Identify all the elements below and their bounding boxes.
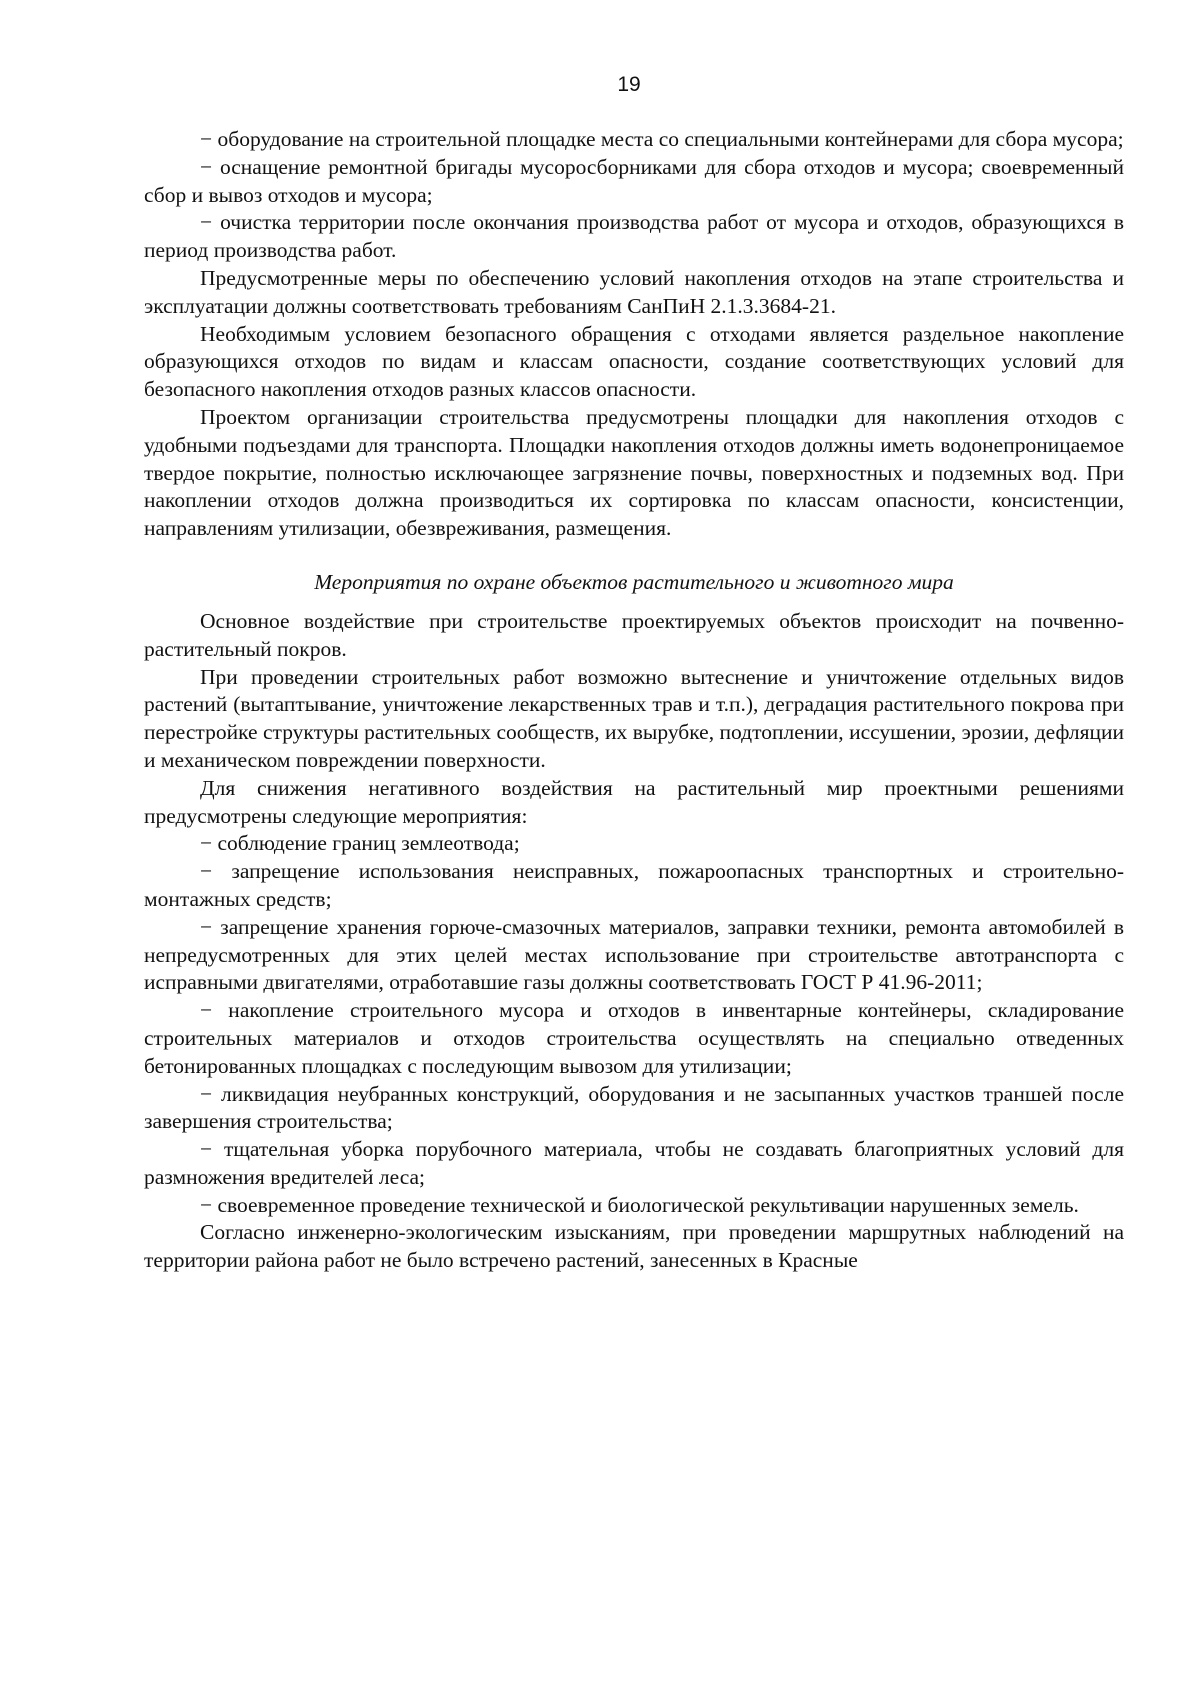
- list-item-fuel-storage: − запрещение хранения горюче-смазочных материалов, заправки техники, ремонта автомобилей в непредусмотренных для этих целей местах использование при строительстве автотранспорта с исправными двигателями, отработавшие газы должны соответствовать ГОСТ Р 41.96-2011;: [144, 914, 1124, 995]
- paragraph-construction-effects: При проведении строительных работ возможно вытеснение и уничтожение отдельных видов растений (вытаптывание, уничтожение лекарственных трав и т.п.), деградация растительного покрова при перестройке структуры растительных сообществ, их вырубке, подтоплении, иссушении, эрозии, дефляции и механическом повреждении поверхности.: [144, 664, 1124, 772]
- list-item-recultivation: − своевременное проведение технической и биологической рекультивации нарушенных земель.: [200, 1192, 1079, 1217]
- list-item-repair-team: − оснащение ремонтной бригады мусоросборниками для сбора отходов и мусора; своевременный сбор и вывоз отходов и мусора;: [144, 154, 1124, 207]
- list-item-felling-cleanup: − тщательная уборка порубочного материала, чтобы не создавать благоприятных условий для размножения вредителей леса;: [144, 1137, 1124, 1189]
- paragraph-sanpin: Предусмотренные меры по обеспечению условий накопления отходов на этапе строительства и эксплуатации должны соответствовать требованиям СанПиН 2.1.3.3684-21.: [144, 265, 1124, 318]
- section-heading: Мероприятия по охране объектов растительного и животного мира: [314, 569, 954, 594]
- paragraph-accumulation-sites: Проектом организации строительства предусмотрены площадки для накопления отходов с удобными подъездами для транспорта. Площадки накопления отходов должны иметь водонепроницаемое твердое покрытие, полностью исключающее загрязнение почвы, поверхностных и подземных вод. При накоплении отходов должна производиться их сортировка по классам опасности, консистенции, направлениям утилизации, обезвреживания, размещения.: [144, 404, 1124, 541]
- paragraph-measures-intro: Для снижения негативного воздействия на растительный мир проектными решениями предусмотрены следующие мероприятия:: [144, 775, 1124, 828]
- paragraph-main-impact: Основное воздействие при строительстве проектируемых объектов происходит на почвенно-растительный покров.: [144, 608, 1124, 661]
- list-item-boundaries: − соблюдение границ землеотвода;: [200, 831, 520, 856]
- paragraph-separate-accumulation: Необходимым условием безопасного обращения с отходами является раздельное накопление образующихся отходов по видам и классам опасности, создание соответствующих условий для безопасного накопления отходов разных классов опасности.: [144, 321, 1124, 402]
- list-item-waste-containers: − оборудование на строительной площадке места со специальными контейнерами для сбора мусора;: [200, 127, 1124, 151]
- paragraph-surveys: Согласно инженерно-экологическим изысканиям, при проведении маршрутных наблюдений на территории района работ не было встречено растений, занесенных в Красные: [144, 1220, 1124, 1273]
- list-item-debris-containers: − накопление строительного мусора и отходов в инвентарные контейнеры, складирование строительных материалов и отходов строительства осуществлять на специально отведенных бетонированных площадках с последующим вывозом для утилизации;: [144, 998, 1124, 1078]
- list-item-territory-cleaning: − очистка территории после окончания производства работ от мусора и отходов, образующихся в период производства работ.: [144, 210, 1124, 263]
- list-item-structures-removal: − ликвидация неубранных конструкций, оборудования и не засыпанных участков траншей после завершения строительства;: [144, 1081, 1124, 1134]
- list-item-faulty-vehicles: − запрещение использования неисправных, пожароопасных транспортных и строительно-монтажных средств;: [144, 859, 1124, 911]
- page-number: 19: [617, 73, 641, 96]
- document-body: [144, 126, 1124, 1275]
